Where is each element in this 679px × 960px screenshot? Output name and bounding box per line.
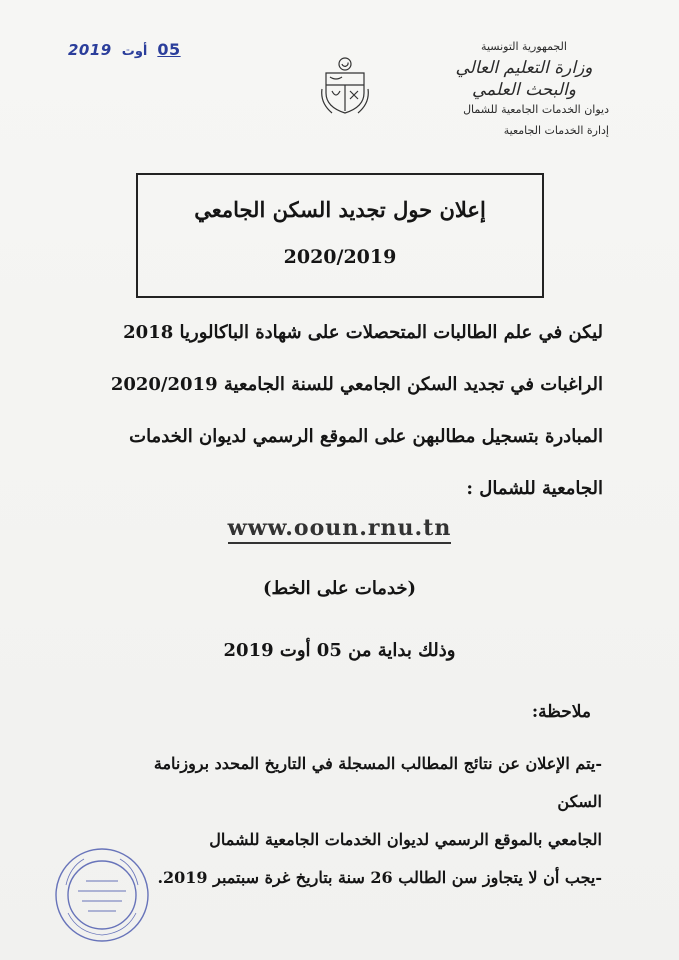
date-stamp-month: أوت (121, 44, 148, 59)
body-line: ليكن في علم الطالبات المتحصلات على شهادة الباكالوريا 2018 (123, 322, 603, 343)
body-line: المبادرة بتسجيل مطالبهن على الموقع الرسمي لديوان الخدمات (129, 426, 603, 447)
note-item-continuation: الجامعي بالموقع الرسمي لديوان الخدمات الجامعية للشمال (209, 830, 602, 849)
date-stamp (68, 40, 181, 59)
website-link[interactable]: www.ooun.rnu.tn (228, 515, 452, 544)
tunisian-emblem-icon (320, 55, 370, 117)
office-name: ديوان الخدمات الجامعية للشمال (463, 103, 609, 116)
body-line: الجامعية للشمال : (466, 478, 603, 499)
notes-section (130, 745, 602, 897)
date-stamp-year: 2019 (68, 41, 112, 59)
academic-year: 2020/2019 (283, 246, 397, 268)
country-name: الجمهورية التونسية (481, 40, 567, 53)
institution-header (439, 40, 609, 137)
online-services-label: (خدمات على الخط) (262, 578, 417, 599)
note-item: -يجب أن لا يتجاوز سن الطالب 26 سنة بتاريخ غرة سبتمبر 2019. (157, 868, 602, 887)
body-line: الراغبات في تجديد السكن الجامعي للسنة الجامعية 2020/2019 (110, 374, 603, 395)
announcement-body (95, 307, 603, 515)
department-name: إدارة الخدمات الجامعية (503, 124, 609, 137)
website-line (0, 515, 679, 541)
note-item: -يتم الإعلان عن نتائج المطالب المسجلة في التاريخ المحدد بروزنامة السكن (153, 754, 602, 811)
official-seal-icon (52, 845, 152, 945)
announcement-title-box (136, 173, 544, 298)
announcement-title: إعلان حول تجديد السكن الجامعي (194, 197, 486, 222)
date-stamp-day: 05 (157, 40, 181, 59)
start-date-text: وذلك بداية من 05 أوت 2019 (223, 640, 456, 661)
note-label: ملاحظة: (531, 702, 591, 722)
ministry-name-line1: وزارة التعليم العالي (455, 58, 593, 78)
ministry-name-line2: والبحث العلمي (471, 80, 577, 100)
